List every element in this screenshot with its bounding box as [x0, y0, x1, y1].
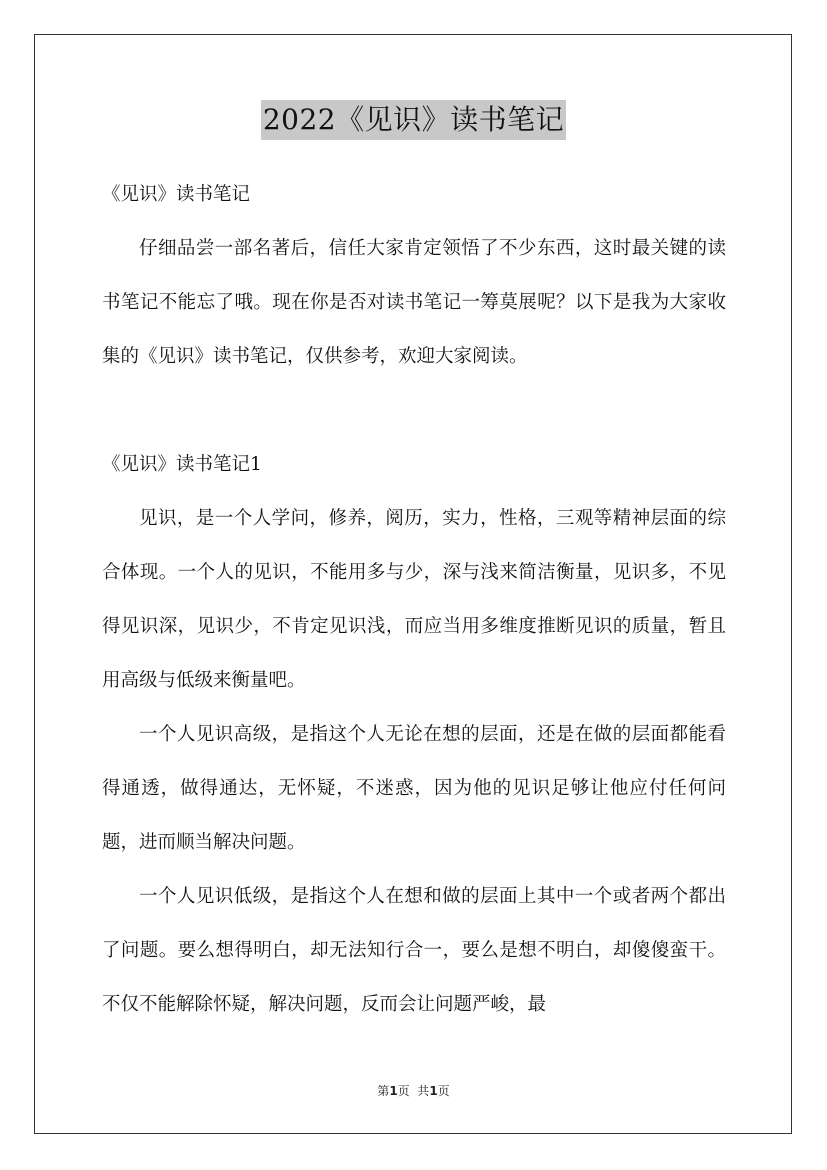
intro-paragraph: 仔细品尝一部名著后，信任大家肯定领悟了不少东西，这时最关键的读书笔记不能忘了哦。现在你是否对读书笔记一筹莫展呢？以下是我为大家收集的《见识》读书笔记，仅供参考，欢迎大家阅读。	[102, 238, 726, 367]
page-footer	[0, 1082, 827, 1099]
intro-heading: 《见识》读书笔记	[102, 184, 251, 205]
blank-line	[102, 384, 726, 438]
footer-page-number: 1	[389, 1084, 398, 1098]
body-paragraph: 一个人见识低级，是指这个人在想和做的层面上其中一个或者两个都出了问题。要么想得明白，却无法知行合一，要么是想不明白，却傻傻蛮干。不仅不能解除怀疑，解决问题，反而会让问题严峻，最	[102, 886, 726, 1015]
body-paragraph: 一个人见识高级，是指这个人无论在想的层面，还是在做的层面都能看得通透，做得通达，无怀疑，不迷惑，因为他的见识足够让他应付任何问题，进而顺当解决问题。	[102, 724, 726, 853]
document-body	[102, 168, 726, 1032]
body-paragraph: 见识，是一个人学问，修养，阅历，实力，性格，三观等精神层面的综合体现。一个人的见识，不能用多与少，深与浅来简洁衡量，见识多，不见得见识深，见识少，不肯定见识浅，而应当用多维度推断见识的质量，暂且用高级与低级来衡量吧。	[102, 508, 726, 691]
footer-suffix: 页	[437, 1084, 450, 1098]
document-title: 2022《见识》读书笔记	[261, 100, 566, 140]
section-heading: 《见识》读书笔记1	[102, 454, 262, 475]
title-container	[0, 100, 827, 140]
footer-total-pages: 1	[429, 1084, 438, 1098]
footer-prefix: 第	[377, 1084, 390, 1098]
footer-middle: 页 共	[397, 1084, 430, 1098]
